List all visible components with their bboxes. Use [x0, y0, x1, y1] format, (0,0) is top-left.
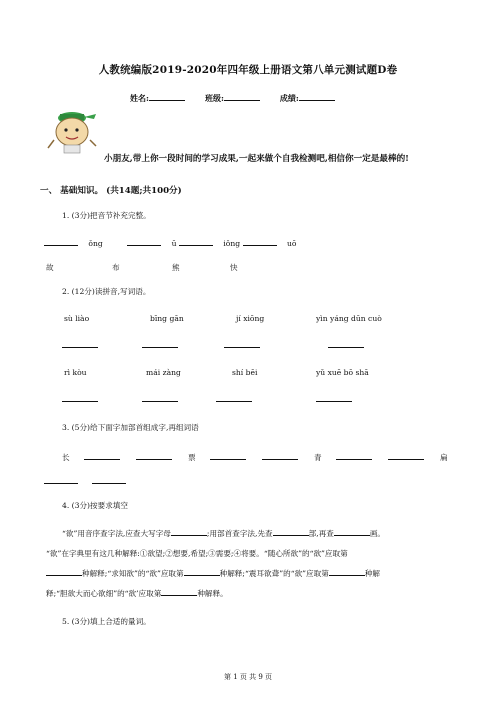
question-3-char: 青: [314, 453, 322, 462]
answer-blank[interactable]: [224, 340, 260, 348]
page-title: 人教统编版2019-2020年四年级上册语文第八单元测试题D卷: [98, 64, 398, 76]
question-4-prompt: 4. (3分)按要求填空: [62, 501, 128, 510]
score-label: 成绩:: [279, 93, 299, 103]
answer-blank[interactable]: [62, 394, 98, 402]
question-3-char: 扁: [440, 453, 448, 462]
mascot-illustration: [44, 104, 100, 156]
class-field[interactable]: [224, 92, 260, 101]
question-3-char: 长: [62, 453, 70, 462]
answer-blank[interactable]: [329, 568, 365, 576]
q4-text: 种解释;“求知欲”的“欲”应取第: [82, 569, 184, 578]
question-3-char: 票: [188, 453, 196, 462]
answer-blank[interactable]: [44, 238, 78, 246]
page-footer: 第 1 页 共 9 页: [223, 673, 273, 681]
pinyin-fragment: ǒng: [88, 239, 103, 248]
answer-blank[interactable]: [334, 528, 370, 536]
student-info-row: [130, 92, 355, 104]
answer-blank[interactable]: [262, 452, 298, 460]
q4-text: 释;“胆欲大而心欲细”的“欲’应取第: [46, 589, 162, 598]
answer-blank[interactable]: [161, 588, 197, 596]
question-4-line-1: [62, 528, 385, 539]
answer-blank[interactable]: [46, 568, 82, 576]
answer-blank[interactable]: [336, 452, 372, 460]
answer-blank[interactable]: [328, 340, 364, 348]
pinyin-fragment: ū: [171, 239, 177, 248]
question-2-prompt: 2. (12分)读拼音,写词语。: [62, 287, 151, 296]
q4-text: 画。: [369, 529, 386, 538]
q4-text: 种解释。: [197, 589, 228, 598]
q4-text: 种解释;“震耳欲聋”的“欲”应取第: [219, 569, 329, 578]
answer-blank[interactable]: [84, 452, 120, 460]
question-3-prompt: 3. (5分)给下面字加部首组成字,再组词语: [62, 423, 199, 432]
score-field[interactable]: [299, 92, 335, 101]
pinyin-word: bīng gān: [150, 314, 184, 323]
q4-text: 部,再查: [308, 529, 334, 538]
question-4-line-2: “欲”在字典里有这几种解释:①欲望;②想要,希望;③需要;④将要。“随心所欲”的“欲”应取第: [46, 549, 348, 558]
answer-blank[interactable]: [184, 568, 220, 576]
question-4-line-3: [46, 568, 380, 579]
q4-text: “欲”用音序查字法,应查大写字母: [62, 529, 171, 538]
question-5-prompt: 5. (3分)填上合适的量词。: [62, 617, 151, 626]
pinyin-word: yìn yáng dūn cuò: [316, 314, 382, 323]
question-1-char: 布: [112, 263, 120, 272]
name-label: 姓名:: [130, 93, 149, 103]
answer-blank[interactable]: [136, 452, 172, 460]
answer-blank[interactable]: [171, 528, 207, 536]
question-1-char: 快: [230, 263, 238, 272]
class-label: 班级:: [204, 93, 224, 103]
pinyin-fragment: uō: [286, 239, 297, 248]
question-1-char: 熊: [172, 263, 180, 272]
answer-blank[interactable]: [44, 476, 78, 484]
pinyin-word: jí xiōng: [236, 314, 265, 323]
question-1-pinyin-row: [44, 238, 296, 248]
answer-blank[interactable]: [62, 340, 98, 348]
answer-blank[interactable]: [127, 238, 161, 246]
question-1-char: 故: [46, 263, 54, 272]
answer-blank[interactable]: [273, 528, 309, 536]
answer-blank[interactable]: [316, 394, 352, 402]
answer-blank[interactable]: [142, 394, 178, 402]
pinyin-word: sù liào: [64, 314, 90, 323]
answer-blank[interactable]: [388, 452, 424, 460]
answer-blank[interactable]: [92, 476, 126, 484]
pinyin-fragment: iǒng: [223, 239, 241, 248]
pinyin-word: yǔ xuē bō shā: [316, 368, 369, 377]
pinyin-word: shí bēi: [232, 368, 258, 377]
answer-blank[interactable]: [142, 340, 178, 348]
q4-text: 种解: [364, 569, 381, 578]
answer-blank[interactable]: [243, 238, 277, 246]
question-1-prompt: 1. (3分)把音节补充完整。: [62, 211, 151, 220]
question-4-line-4: [46, 588, 228, 599]
answer-blank[interactable]: [179, 238, 213, 246]
intro-text: 小朋友,带上你一段时间的学习成果,一起来做个自我检测吧,相信你一定是最棒的!: [104, 154, 409, 164]
q4-text: ;用部首查字法,先查: [206, 529, 273, 538]
answer-blank[interactable]: [210, 452, 246, 460]
pinyin-word: rì kòu: [64, 368, 87, 377]
section-heading: 一、 基础知识。 (共14题;共100分): [40, 186, 182, 196]
pinyin-word: mái zàng: [146, 368, 181, 377]
name-field[interactable]: [149, 92, 185, 101]
answer-blank[interactable]: [216, 394, 252, 402]
